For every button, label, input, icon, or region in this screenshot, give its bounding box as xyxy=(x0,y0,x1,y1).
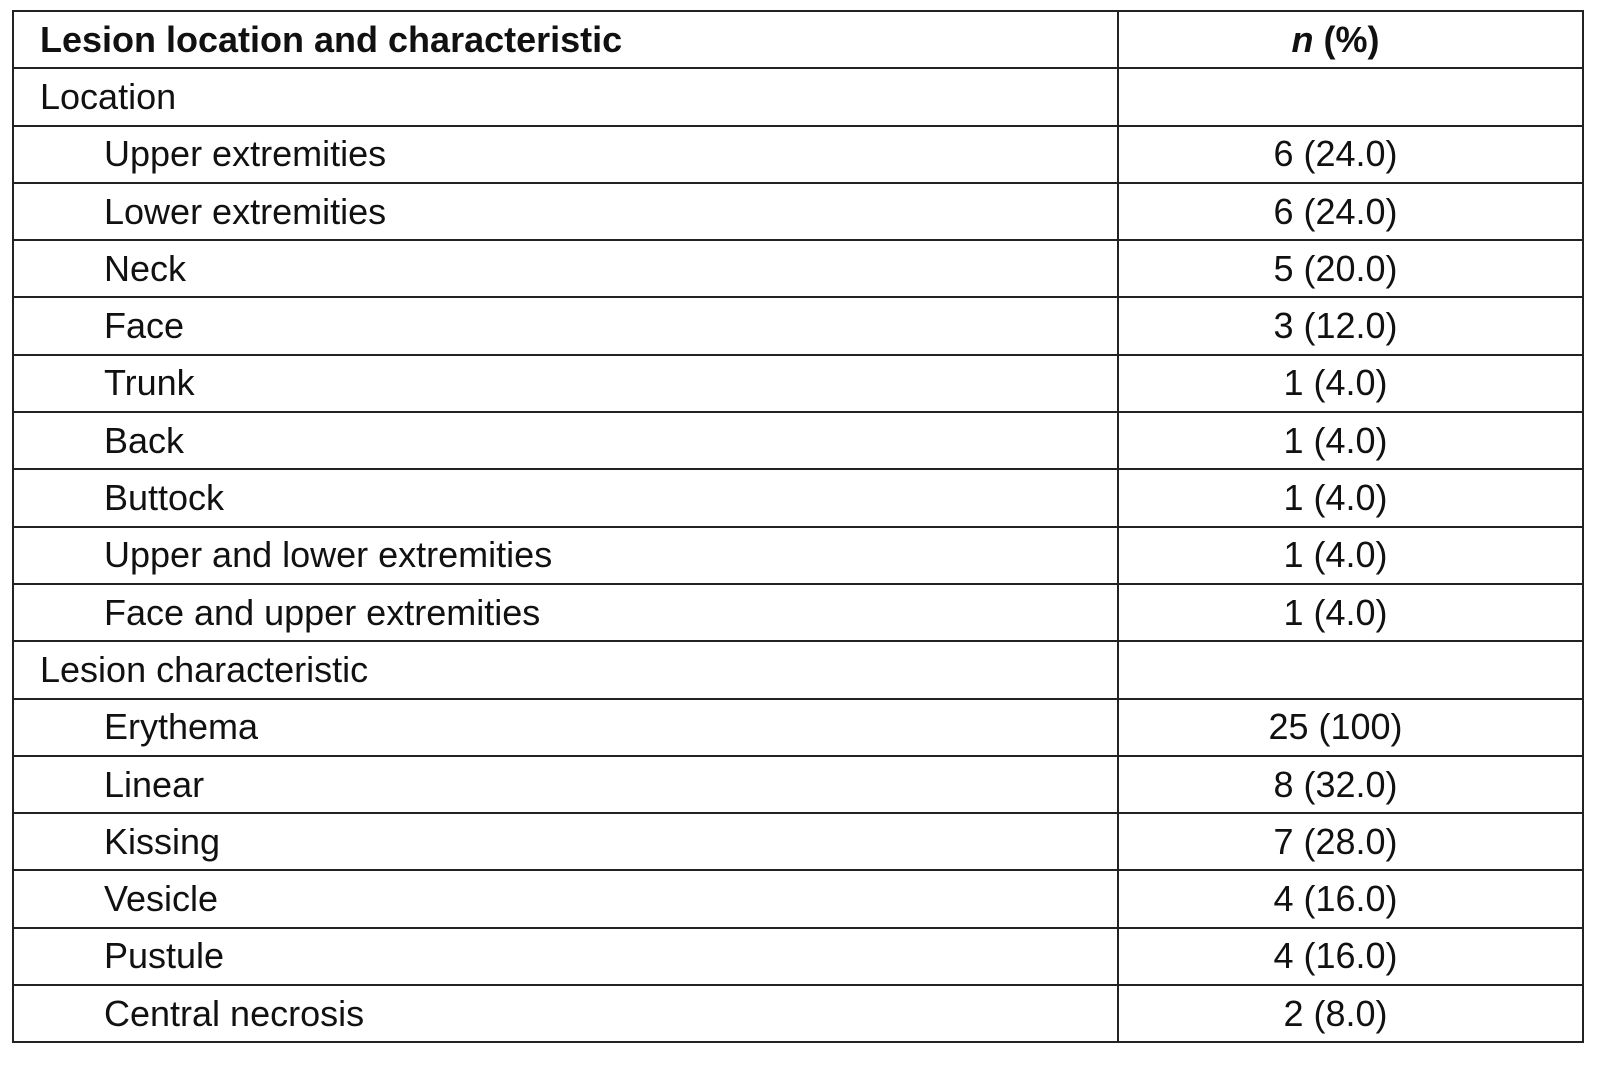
row-value: 5 (20.0) xyxy=(1118,240,1583,297)
lesion-table xyxy=(12,10,1584,1043)
row-label: Trunk xyxy=(13,355,1118,412)
section-value-empty xyxy=(1118,68,1583,125)
table-row xyxy=(13,183,1583,240)
row-label: Erythema xyxy=(13,699,1118,756)
table-row xyxy=(13,928,1583,985)
table-row xyxy=(13,870,1583,927)
table-row xyxy=(13,297,1583,354)
row-label: Face and upper extremities xyxy=(13,584,1118,641)
header-col2 xyxy=(1118,11,1583,68)
header-percent: (%) xyxy=(1313,18,1380,60)
section-value-empty xyxy=(1118,641,1583,698)
table-row xyxy=(13,355,1583,412)
row-value: 7 (28.0) xyxy=(1118,813,1583,870)
table-row xyxy=(13,813,1583,870)
table-row xyxy=(13,527,1583,584)
row-label: Central necrosis xyxy=(13,985,1118,1042)
row-label: Neck xyxy=(13,240,1118,297)
row-value: 4 (16.0) xyxy=(1118,928,1583,985)
header-n: n xyxy=(1291,18,1314,60)
row-label: Kissing xyxy=(13,813,1118,870)
row-label: Upper extremities xyxy=(13,126,1118,183)
section-row xyxy=(13,641,1583,698)
table-row xyxy=(13,126,1583,183)
section-row xyxy=(13,68,1583,125)
table-row xyxy=(13,985,1583,1042)
row-value: 3 (12.0) xyxy=(1118,297,1583,354)
table-row xyxy=(13,240,1583,297)
row-value: 8 (32.0) xyxy=(1118,756,1583,813)
row-label: Back xyxy=(13,412,1118,469)
row-value: 6 (24.0) xyxy=(1118,183,1583,240)
row-value: 1 (4.0) xyxy=(1118,412,1583,469)
header-col1: Lesion location and characteristic xyxy=(13,11,1118,68)
row-value: 4 (16.0) xyxy=(1118,870,1583,927)
row-label: Face xyxy=(13,297,1118,354)
table-row xyxy=(13,699,1583,756)
row-label: Pustule xyxy=(13,928,1118,985)
row-label: Upper and lower extremities xyxy=(13,527,1118,584)
table-header-row xyxy=(13,11,1583,68)
row-value: 1 (4.0) xyxy=(1118,469,1583,526)
table-row xyxy=(13,469,1583,526)
row-label: Lower extremities xyxy=(13,183,1118,240)
section-label: Lesion characteristic xyxy=(13,641,1118,698)
table-row xyxy=(13,412,1583,469)
row-value: 1 (4.0) xyxy=(1118,584,1583,641)
row-value: 1 (4.0) xyxy=(1118,527,1583,584)
table-row xyxy=(13,584,1583,641)
row-label: Buttock xyxy=(13,469,1118,526)
row-label: Linear xyxy=(13,756,1118,813)
row-value: 6 (24.0) xyxy=(1118,126,1583,183)
row-value: 1 (4.0) xyxy=(1118,355,1583,412)
table-row xyxy=(13,756,1583,813)
section-label: Location xyxy=(13,68,1118,125)
row-value: 25 (100) xyxy=(1118,699,1583,756)
row-value: 2 (8.0) xyxy=(1118,985,1583,1042)
row-label: Vesicle xyxy=(13,870,1118,927)
